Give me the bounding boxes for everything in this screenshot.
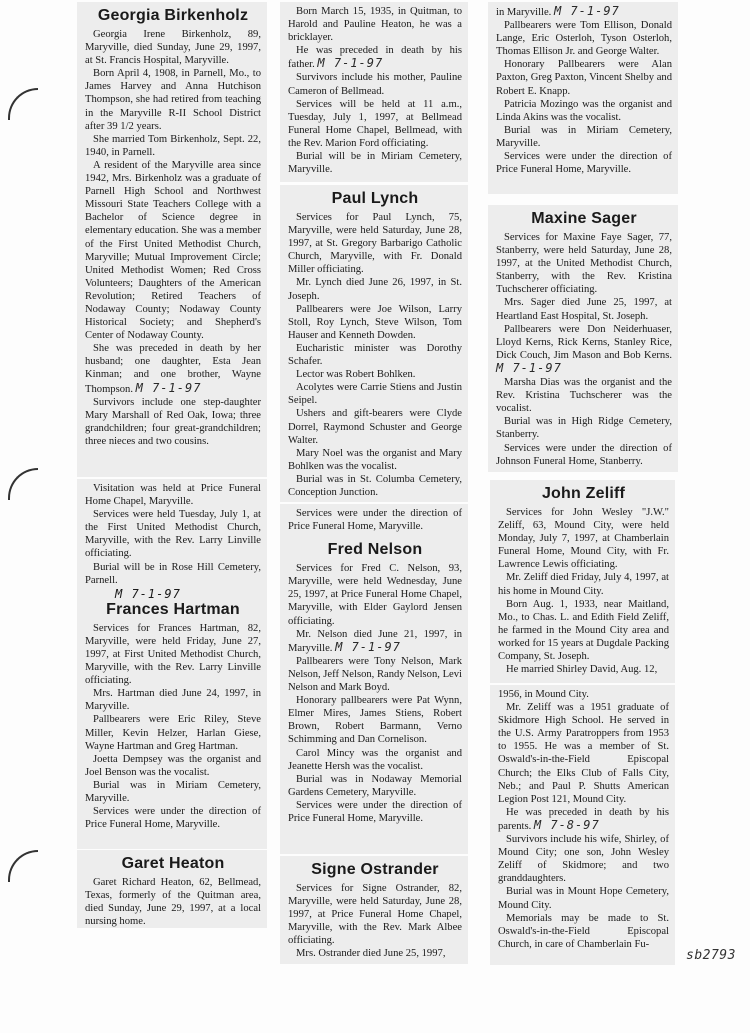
clipping-garet-heaton-continued xyxy=(280,2,468,182)
paragraph: Visitation was held at Price Funeral Home Chapel, Maryville. xyxy=(85,483,261,508)
paragraph: Burial will be in Miriam Cemetery, Maryville. xyxy=(288,151,462,176)
paragraph: Services for John Wesley "J.W." Zeliff, 63, Mound City, were held Monday, July 7, 1997, at Chamberlain Funeral Home, Mound City, with Fr. Lawrence Lewis officiating. xyxy=(498,507,669,571)
paragraph: Georgia Irene Birkenholz, 89, Maryville, died Sunday, June 29, 1997, at St. Francis Hospital, Maryville. xyxy=(85,29,261,67)
obituary-title: Garet Heaton xyxy=(121,855,225,872)
paragraph: Mr. Zeliff died Friday, July 4, 1997, at his home in Mound City. xyxy=(498,572,669,597)
paragraph: A resident of the Maryville area since 1942, Mrs. Birkenholz was a graduate of Parnell High School and Northwest Missouri State Teachers College with a Bachelor of Science degree in elementary education. She was a member of the First United Methodist Church, Maryville; Mutual Improvement Circle; United Methodist Women; Red Cross Volunteers; Daughters of the American Revolution; Retired Teachers of Nodaway County; Nodaway County Historical Society; and Shepherd's Center of Nodaway County. xyxy=(85,159,261,342)
paragraph: Mr. Zeliff was a 1951 graduate of Skidmore High School. He served in the U.S. Army Paratroppers from 1953 to 1955. He was a member of St. Oswald's-in-the-Field Episcopal Church; the Elks Club of Falls City, Neb.; and Paul P. Shutts American Legion Post 121, Mound City. xyxy=(498,702,669,805)
paragraph xyxy=(288,44,462,71)
paragraph: Services were under the direction of Price Funeral Home, Maryville. xyxy=(85,806,261,831)
paragraph: Marsha Dias was the organist and the Rev. Kristina Tuchscherer was the vocalist. xyxy=(496,377,672,415)
obituary-title: Fred Nelson xyxy=(327,541,423,559)
paragraph-text: He was preceded in death by his father. xyxy=(288,45,462,71)
obituary-title: John Zeliff xyxy=(541,485,626,502)
paragraph: Burial was in Nodaway Memorial Gardens Cemetery, Maryville. xyxy=(288,773,462,798)
archive-code: sb2793 xyxy=(686,948,736,963)
paragraph: Survivors include his mother, Pauline Cameron of Bellmead. xyxy=(288,72,462,97)
paragraph: Honorary pallbearers were Pat Wynn, Elmer Mires, James Stiens, Robert Brown, Robert Barmann, Verno Schimming and Dan Cornelison. xyxy=(288,695,462,746)
paragraph: Born April 4, 1908, in Parnell, Mo., to James Harvey and Anna Hutchison Thompson, she had retired from teaching in the Maryville R-II School District after 39 1/2 years. xyxy=(85,68,261,132)
handwritten-date: M 7-1-97 xyxy=(115,586,181,601)
handwritten-date: M 7-8-97 xyxy=(533,817,600,832)
paragraph: Services for Fred C. Nelson, 93, Maryville, were held Wednesday, June 25, 1997, at Price Funeral Home Chapel, Maryville, with Elder Gaylord Jensen officiating. xyxy=(288,563,462,627)
obituary-title: Paul Lynch xyxy=(331,190,419,207)
handwritten-date: M 7-1-97 xyxy=(335,639,401,654)
paragraph-text: She was preceded in death by her husband; one daughter, Esta Jean Kinman; and one brother, Wayne Thompson. xyxy=(85,343,261,395)
paragraph: Services for Maxine Faye Sager, 77, Stanberry, were held Saturday, June 28, 1997, at the United Methodist Church, Stanberry, with the Rev. Kristina Tuchscherer officiating. xyxy=(496,232,672,296)
paragraph: Pallbearers were Eric Riley, Steve Miller, Kevin Helzer, Harlan Giese, Wayne Hartman and Greg Hartman. xyxy=(85,714,261,752)
paragraph: Burial was in St. Columba Cemetery, Conception Junction. xyxy=(288,473,462,498)
paragraph xyxy=(85,342,261,395)
clipping-garet-heaton xyxy=(77,850,267,928)
paragraph: Garet Richard Heaton, 62, Bellmead, Texas, formerly of the Quitman area, died Sunday, June 29, 1997, at a local nursing home. xyxy=(85,877,261,928)
paragraph xyxy=(496,323,672,376)
paragraph: Services were under the direction of Price Funeral Home, Maryville. xyxy=(288,799,462,824)
clipping-signe-ostrander xyxy=(280,856,468,964)
paragraph-text: He was preceded in death by his parents. xyxy=(498,806,669,832)
clipping-john-zeliff-continued xyxy=(490,685,675,965)
paragraph: Mr. Lynch died June 26, 1997, in St. Joseph. xyxy=(288,277,462,302)
clipping-signe-ostrander-continued xyxy=(488,2,678,194)
paragraph: Survivors include his wife, Shirley, of Mound City; one son, John Wesley Zeliff of Skidmore; and two granddaughters. xyxy=(498,834,669,885)
paragraph: Services were held Tuesday, July 1, at the First United Methodist Church, Maryville, with the Rev. Larry Linville officiating. xyxy=(85,509,261,560)
paragraph-text: in Maryville. xyxy=(496,7,552,18)
paragraph: Carol Mincy was the organist and Jeanette Hersh was the vocalist. xyxy=(288,747,462,772)
paragraph: Lector was Robert Bohlken. xyxy=(296,369,416,381)
handwritten-date: M 7-1-97 xyxy=(135,380,202,395)
paragraph xyxy=(496,5,672,19)
clipping-frances-hartman xyxy=(77,479,267,849)
paragraph: Services were under the direction of Price Funeral Home, Maryville. xyxy=(496,151,672,176)
paragraph: Services were under the direction of Price Funeral Home, Maryville. xyxy=(288,508,462,533)
paragraph: Mrs. Hartman died June 24, 1997, in Maryville. xyxy=(85,688,261,713)
paragraph: Services were under the direction of Johnson Funeral Home, Stanberry. xyxy=(496,442,672,467)
paragraph: Burial was in Miriam Cemetery, Maryville. xyxy=(496,124,672,149)
obituary-title: Georgia Birkenholz xyxy=(97,7,249,24)
paragraph: Pallbearers were Tony Nelson, Mark Nelson, Jeff Nelson, Randy Nelson, Levi Nelson and Mark Boyd. xyxy=(288,655,462,694)
paragraph: Mrs. Ostrander died June 25, 1997, xyxy=(296,948,446,960)
paragraph: Mary Noel was the organist and Mary Bohlken was the vocalist. xyxy=(288,447,462,472)
obituary-title: Signe Ostrander xyxy=(311,861,439,878)
paragraph-text: Pallbearers were Don Neiderhuaser, Lloyd Kerns, Rick Kerns, Stanley Rice, Dick Couch, Jim Mason and Bob Kerns. xyxy=(496,323,672,361)
paragraph: Honorary Pallbearers were Alan Paxton, Greg Paxton, Vincent Shelby and Robert E. Knapp. xyxy=(496,59,673,97)
paragraph: Joetta Dempsey was the organist and Joel Benson was the vocalist. xyxy=(85,753,261,778)
paragraph: Services for Signe Ostrander, 82, Maryville, were held Saturday, June 28, 1997, at Price Funeral Home Chapel, Maryville, with the Rev. Mark Albee officiating. xyxy=(288,883,462,947)
paragraph: Services for Paul Lynch, 75, Maryville, were held Saturday, June 28, 1997, at St. Gregory Barbarigo Catholic Church, Maryville, with Fr. Donald Miller officiating. xyxy=(288,212,462,276)
handwritten-date: M 7-1-97 xyxy=(553,4,620,18)
paragraph: Pallbearers were Joe Wilson, Larry Stoll, Roy Lynch, Steve Wilson, Tom Hauser and Kenneth Dowden. xyxy=(288,303,462,341)
paragraph: Eucharistic minister was Dorothy Schafer. xyxy=(288,342,462,368)
paragraph: Burial was in Mount Hope Cemetery, Mound City. xyxy=(498,886,669,911)
paragraph: Burial was in Miriam Cemetery, Maryville. xyxy=(85,779,261,804)
clipping-john-zeliff xyxy=(490,480,675,683)
paragraph: She married Tom Birkenholz, Sept. 22, 1940, in Parnell. xyxy=(85,133,261,158)
paragraph: Services for Frances Hartman, 82, Maryville, were held Friday, June 27, 1997, at First United Methodist Church, Maryville, with the Rev. Larry Linville officiating. xyxy=(85,622,261,687)
obituary-title: Maxine Sager xyxy=(531,210,637,227)
clipping-fred-nelson xyxy=(280,504,468,854)
paragraph xyxy=(288,628,462,655)
paragraph: Survivors include one step-daughter Mary Marshall of Red Oak, Iowa; three grandchildren; four great-grandchildren; three nieces and two cousins. xyxy=(85,396,261,447)
paragraph: 1956, in Mound City. xyxy=(498,689,589,700)
paragraph xyxy=(498,806,669,833)
paragraph: Services will be held at 11 a.m., Tuesday, July 1, 1997, at Bellmead Funeral Home Chapel, Bellmead, with the Rev. Marion Ford officiating. xyxy=(288,98,462,149)
paragraph: Born March 15, 1935, in Quitman, to Harold and Pauline Heaton, he was a bricklayer. xyxy=(288,6,462,44)
paragraph: Burial was in High Ridge Cemetery, Stanberry. xyxy=(496,416,672,441)
obituary-title: Frances Hartman xyxy=(106,600,240,618)
paragraph: Mrs. Sager died June 25, 1997, at Heartland East Hospital, St. Joseph. xyxy=(496,297,672,322)
clipping-georgia-birkenholz xyxy=(77,2,267,477)
paragraph: He married Shirley David, Aug. 12, xyxy=(506,664,658,676)
paragraph: Born Aug. 1, 1933, near Maitland, Mo., to Chas. L. and Edith Field Zeliff, he farmed in the Mound City area and worked for 15 years at Dugdale Packing Company, St. Joseph. xyxy=(498,598,669,663)
paragraph: Burial will be in Rose Hill Cemetery, Parnell. xyxy=(85,561,261,586)
paragraph: Memorials may be made to St. Oswald's-in-the-Field Episcopal Church, in care of Chamberlain Fu- xyxy=(498,912,669,950)
paragraph: Patricia Mozingo was the organist and Linda Akins was the vocalist. xyxy=(496,98,672,123)
paragraph: Pallbearers were Tom Ellison, Donald Lange, Eric Osterloh, Tyson Osterloh, Thomas Ellison Jr. and George Walter. xyxy=(496,20,672,58)
clipping-maxine-sager xyxy=(488,205,678,472)
clipping-paul-lynch xyxy=(280,185,468,502)
handwritten-date: M 7-1-97 xyxy=(317,56,384,71)
paragraph: Ushers and gift-bearers were Clyde Dorrel, Raymond Schuster and George Walter. xyxy=(288,408,462,446)
handwritten-date: M 7-1-97 xyxy=(496,360,562,375)
paragraph: Acolytes were Carrie Stiens and Justin Seipel. xyxy=(288,382,462,407)
paragraph-text: Mr. Nelson died June 21, 1997, in Maryville. xyxy=(288,628,462,654)
